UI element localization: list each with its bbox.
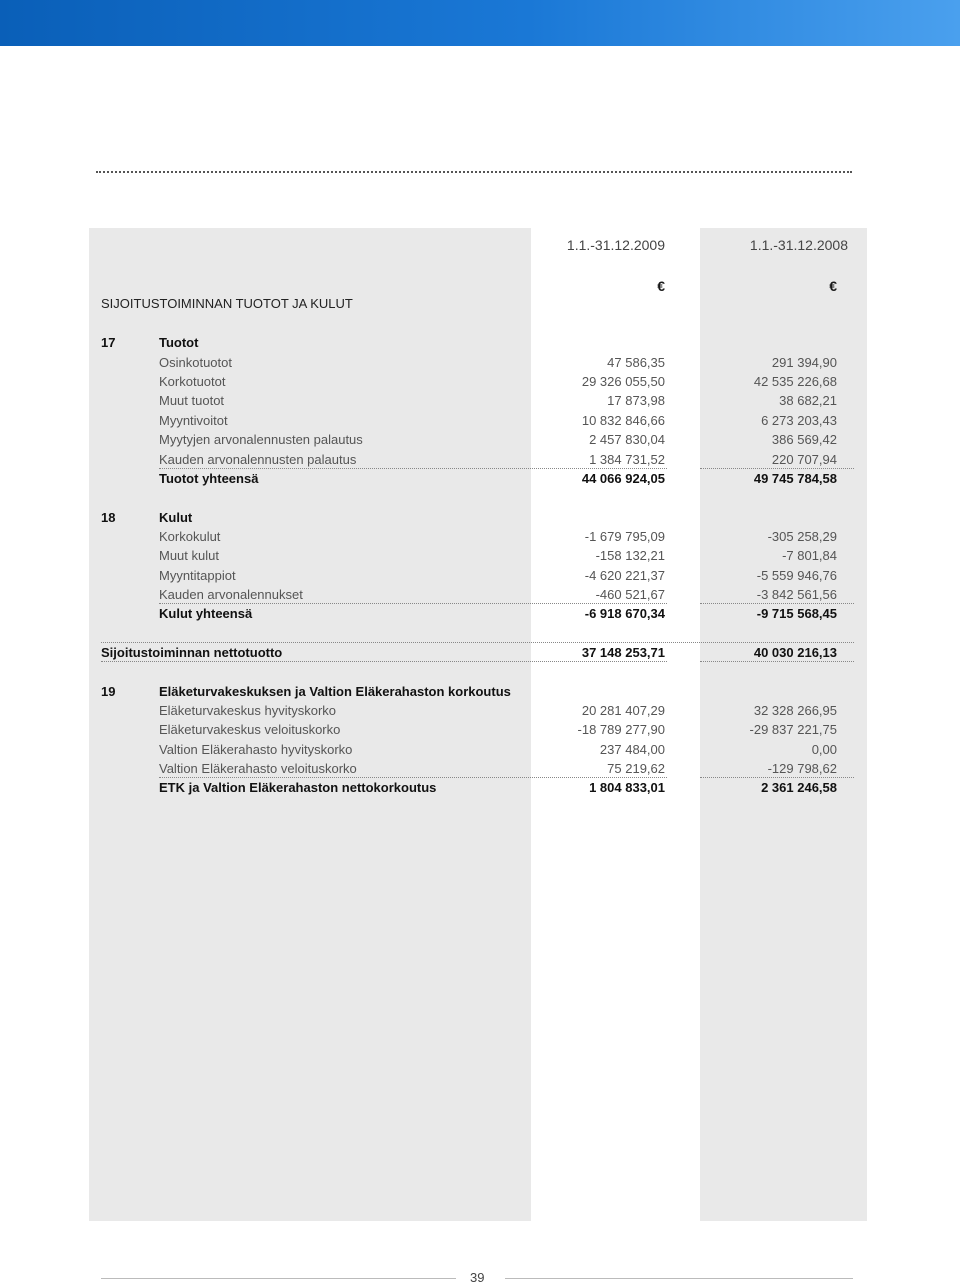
total-label: ETK ja Valtion Eläkerahaston nettokorkoutus	[159, 780, 437, 795]
row-label: Valtion Eläkerahasto veloituskorko	[159, 761, 357, 776]
total-value-2009: 44 066 924,05	[581, 471, 665, 486]
row-value-2009: 237 484,00	[599, 742, 665, 757]
row-value-2009: 75 219,62	[607, 761, 665, 776]
net-value-2009: 37 148 253,71	[581, 645, 665, 660]
row-value-2008: -129 798,62	[767, 761, 837, 776]
row-value-2009: 29 326 055,50	[581, 374, 665, 389]
row-label: Eläketurvakeskus hyvityskorko	[159, 703, 337, 718]
row-label: Muut kulut	[159, 548, 219, 563]
dotted-divider	[700, 603, 854, 604]
row-value-2008: 38 682,21	[779, 393, 837, 408]
row-label: Myytyjen arvonalennusten palautus	[159, 432, 363, 447]
footer-rule-right	[505, 1278, 853, 1279]
row-label: Korkokulut	[159, 529, 221, 544]
row-value-2008: 291 394,90	[771, 355, 837, 370]
row-value-2009: 10 832 846,66	[581, 413, 665, 428]
dotted-divider	[700, 777, 854, 778]
dotted-divider	[101, 661, 667, 662]
row-value-2009: -4 620 221,37	[584, 568, 665, 583]
row-value-2008: 386 569,42	[771, 432, 837, 447]
section-title: SIJOITUSTOIMINNAN TUOTOT JA KULUT	[101, 296, 353, 311]
row-label: Myyntivoitot	[159, 413, 228, 428]
period-2008-header: 1.1.-31.12.2008	[749, 237, 848, 253]
section-heading: Eläketurvakeskuksen ja Valtion Eläkerahaston korkoutus	[159, 684, 511, 699]
total-value-2009: -6 918 670,34	[584, 606, 665, 621]
section-number: 18	[101, 510, 116, 525]
section-number: 17	[101, 335, 116, 350]
net-label: Sijoitustoiminnan nettotuotto	[101, 645, 283, 660]
row-value-2009: 47 586,35	[607, 355, 665, 370]
total-label: Tuotot yhteensä	[159, 471, 259, 486]
row-value-2009: -1 679 795,09	[584, 529, 665, 544]
row-value-2009: -158 132,21	[595, 548, 665, 563]
footer-rule-left	[101, 1278, 456, 1279]
total-value-2008: -9 715 568,45	[756, 606, 837, 621]
row-label: Osinkotuotot	[159, 355, 232, 370]
row-value-2008: 6 273 203,43	[761, 413, 837, 428]
dotted-divider	[159, 603, 667, 604]
currency-2009: €	[657, 278, 665, 294]
dotted-divider	[700, 468, 854, 469]
row-label: Kauden arvonalennusten palautus	[159, 452, 357, 467]
section-heading: Kulut	[159, 510, 193, 525]
row-value-2008: 220 707,94	[771, 452, 837, 467]
row-value-2009: -18 789 277,90	[577, 722, 665, 737]
row-label: Korkotuotot	[159, 374, 226, 389]
row-value-2009: 17 873,98	[607, 393, 665, 408]
row-value-2009: 2 457 830,04	[589, 432, 665, 447]
row-value-2008: -29 837 221,75	[749, 722, 837, 737]
top-dotted-rule	[96, 171, 852, 173]
dotted-divider	[700, 661, 854, 662]
period-2009-header: 1.1.-31.12.2009	[566, 237, 665, 253]
page-number: 39	[470, 1270, 485, 1285]
row-value-2008: 32 328 266,95	[753, 703, 837, 718]
row-value-2009: -460 521,67	[595, 587, 665, 602]
dotted-divider	[101, 642, 854, 643]
row-value-2009: 1 384 731,52	[589, 452, 665, 467]
row-label: Kauden arvonalennukset	[159, 587, 303, 602]
row-label: Muut tuotot	[159, 393, 225, 408]
section-number: 19	[101, 684, 116, 699]
row-value-2008: 0,00	[811, 742, 837, 757]
dotted-divider	[159, 777, 667, 778]
total-label: Kulut yhteensä	[159, 606, 253, 621]
row-value-2008: -305 258,29	[767, 529, 837, 544]
row-value-2008: -3 842 561,56	[756, 587, 837, 602]
row-value-2008: -7 801,84	[782, 548, 837, 563]
row-value-2008: -5 559 946,76	[756, 568, 837, 583]
section-heading: Tuotot	[159, 335, 199, 350]
row-label: Valtion Eläkerahasto hyvityskorko	[159, 742, 353, 757]
row-value-2009: 20 281 407,29	[581, 703, 665, 718]
total-value-2009: 1 804 833,01	[589, 780, 665, 795]
total-value-2008: 49 745 784,58	[753, 471, 837, 486]
row-value-2008: 42 535 226,68	[753, 374, 837, 389]
currency-2008: €	[829, 278, 837, 294]
top-color-bar	[0, 0, 960, 46]
dotted-divider	[159, 468, 667, 469]
net-value-2008: 40 030 216,13	[753, 645, 837, 660]
total-value-2008: 2 361 246,58	[761, 780, 837, 795]
row-label: Myyntitappiot	[159, 568, 236, 583]
row-label: Eläketurvakeskus veloituskorko	[159, 722, 341, 737]
